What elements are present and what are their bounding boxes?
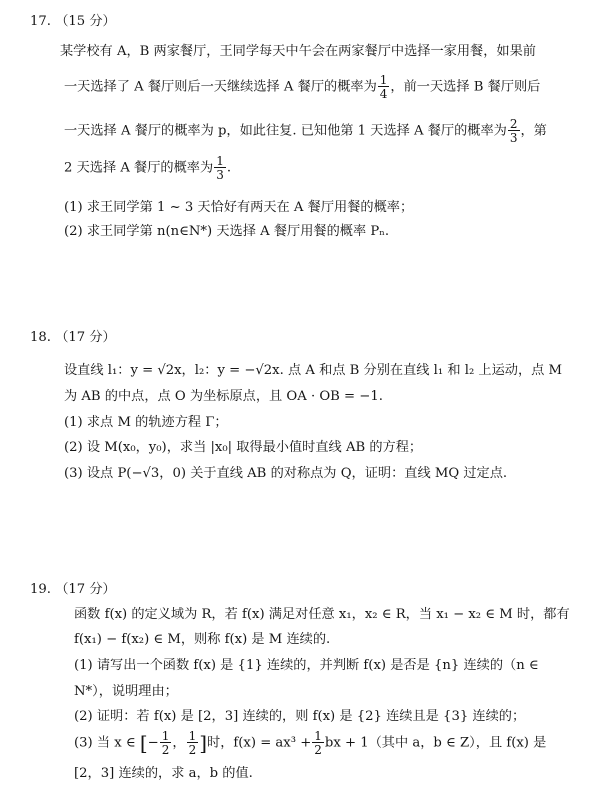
q17-line-2: 一天选择了 A 餐厅则后一天继续选择 A 餐厅的概率为 $\frac{1}{4}$ ，前一天选择 B 餐厅则后 [64,73,541,101]
q19-frac-b-half: $\frac{1}{2}$ [314,729,322,757]
q19-part-1a: (1) 请写出一个函数 f(x) 是 {1} 连续的，并判断 f(x) 是否是 {n} 连续的（n ∈ [74,658,539,673]
q17-part-2: (2) 求王同学第 n(n∈N*) 天选择 A 餐厅用餐的概率 Pₙ. [64,224,390,239]
q18-line-1: 设直线 l₁：y = √2x，l₂：y = −√2x. 点 A 和点 B 分别在直线 l₁ 和 l₂ 上运动，点 M [64,363,563,378]
q18-part-1: (1) 求点 M 的轨迹方程 Γ； [64,415,228,430]
q19-part-2: (2) 证明：若 f(x) 是 [2，3] 连续的，则 f(x) 是 {2} 连续且是 {3} 连续的； [74,709,526,724]
q17-frac-1-3: $\frac{1}{3}$ [216,154,224,182]
q17-header [30,10,116,29]
q17-number: 17. [30,14,51,29]
q19-score: （17 分） [55,582,116,597]
q19-number: 19. [30,582,51,597]
q19-part-3: (3) 当 x ∈ [− $\frac{1}{2}$ ， $\frac{1}{2}$ ]时，f(x) = ax³ + $\frac{1}{2}$ bx + 1（其中 a，b ∈ Z），且 f(x) 是 [74,729,547,757]
q17-frac-2-3: $\frac{2}{3}$ [509,117,518,145]
q17-part-1: (1) 求王同学第 1 ~ 3 天恰好有两天在 A 餐厅用餐的概率； [64,200,414,215]
q18-part-2: (2) 设 M(x₀，y₀)，求当 |x₀| 取得最小值时直线 AB 的方程； [64,440,423,455]
q18-header [30,326,116,345]
q18-score: （17 分） [55,330,116,345]
q18-part-3: (3) 设点 P(−√3，0) 关于直线 AB 的对称点为 Q，证明：直线 MQ 过定点. [64,466,508,481]
q17-line-1: 某学校有 A，B 两家餐厅，王同学每天中午会在两家餐厅中选择一家用餐，如果前 [60,44,536,59]
q18-number: 18. [30,330,51,345]
q19-frac-pos-half: $\frac{1}{2}$ [188,729,197,757]
q19-frac-neg-half: $\frac{1}{2}$ [161,729,170,757]
q19-part-1b: N*），说明理由； [74,684,178,699]
q17-line-4: 2 天选择 A 餐厅的概率为 $\frac{1}{3}$ . [64,154,232,182]
q18-line-2: 为 AB 的中点，点 O 为坐标原点，且 OA · OB = −1. [64,389,383,404]
q19-line-2: f(x₁) − f(x₂) ∈ M，则称 f(x) 是 M 连续的. [74,632,331,647]
q19-line-1: 函数 f(x) 的定义域为 R，若 f(x) 满足对任意 x₁，x₂ ∈ R，当 x₁ − x₂ ∈ M 时，都有 [74,607,570,622]
q19-header [30,578,116,597]
q17-score: （15 分） [55,14,116,29]
q19-part-3-end: [2，3] 连续的，求 a，b 的值. [74,766,253,781]
q17-frac-1-4: $\frac{1}{4}$ [379,73,388,101]
q17-line-3: 一天选择 A 餐厅的概率为 p，如此往复. 已知他第 1 天选择 A 餐厅的概率为 $\frac{2}{3}$ ，第 [64,117,547,145]
